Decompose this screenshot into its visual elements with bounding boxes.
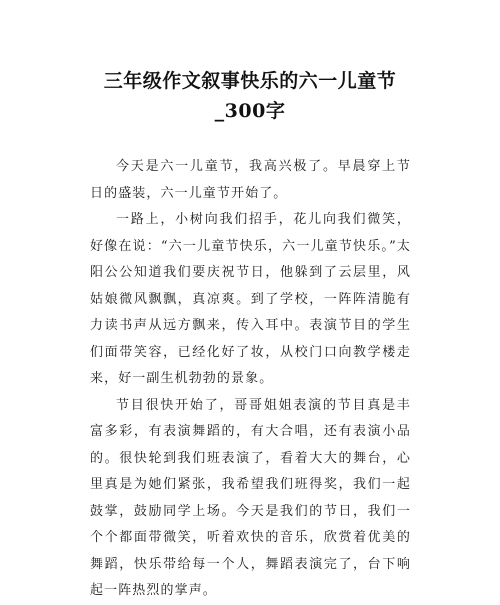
paragraph: 一路上，小树向我们招手，花儿向我们微笑，好像在说：“六一儿童节快乐，六一儿童节快乐。”太阳公公知道我们要庆祝节日，他躲到了云层里，风姑娘微风飘飘，真凉爽。到了学校，一阵阵清脆有力读书声从远方飘来，传入耳中。表演节目的学生们面带笑容，已经化好了妆，从校门口向教学楼走来，好一副生机勃勃的景象。 — [90, 212, 411, 386]
paragraph: 今天是六一儿童节，我高兴极了。早晨穿上节日的盛装，六一儿童节开始了。 — [90, 159, 411, 201]
document-body — [90, 154, 411, 605]
document-title: 三年级作文叙事快乐的六一儿童节_300字 — [103, 70, 397, 122]
paragraph: 节目很快开始了，哥哥姐姐表演的节目真是丰富多彩，有表演舞蹈的，有大合唱，还有表演小品的。很快轮到我们班表演了，看着大大的舞台，心里真是为她们紧张，我希望我们班得奖，我们一起鼓掌，鼓励同学上场。今天是我们的节日，我们一个个都面带微笑，听着欢快的音乐，欣赏着优美的舞蹈，快乐带给每一个人，舞蹈表演完了，台下响起一阵热烈的掌声。 — [90, 397, 411, 598]
